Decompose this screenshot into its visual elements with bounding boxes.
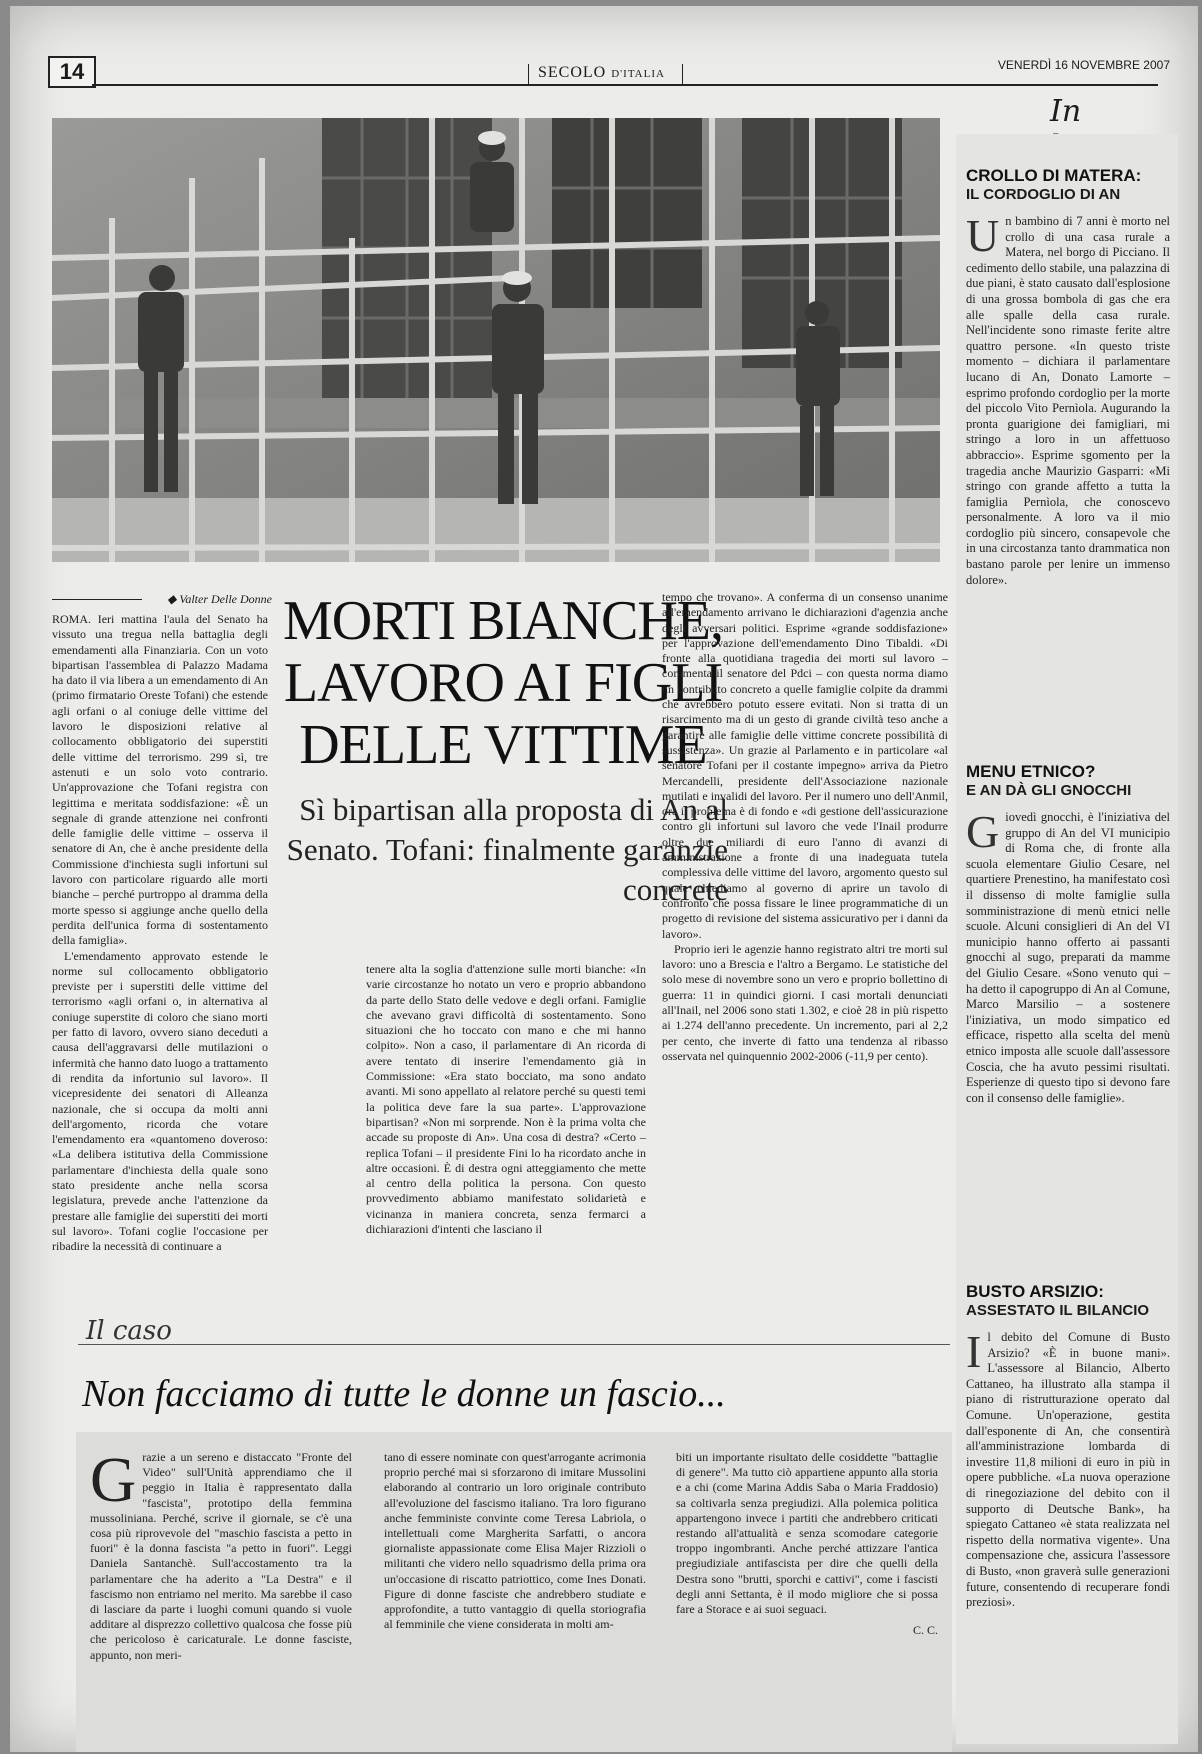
drop-cap: G	[90, 1444, 137, 1515]
article-paragraph: L'emendamento approvato estende le norme sul collocamento obbligatorio previste per i superstiti delle vittime del terrorismo «agli orfani o, in alternativa al coniuge superstite di coloro che siano morti per fatto di lavoro, ovvero siano deceduti a causa dell'aggravarsi delle mutilazioni o infermità che hanno dato luogo a trattamento di rendita da infortunio sul lavoro». Il vicepresidente dei senatori di Alleanza nazionale, che si occupa da molti anni dell'argomento, ricorda che votare l'emendamento era «quantomeno doveroso: «La delibera istitutiva della Commissione parlamentare d'inchiesta della quale sono stato presidente anche nella scorsa legislatura, prevede anche l'attenzione da prestare alle famiglie dei superstiti dei morti sul lavoro». Tofani coglie l'occasione per ribadire la necessità di continuare a	[52, 948, 268, 1254]
masthead-title: SECOLO	[538, 64, 607, 81]
article-paragraph: Proprio ieri le agenzie hanno registrato altri tre morti sul lavoro: uno a Brescia e l'altro a Bergamo. Le statistiche del solo mese di novembre sono un vero e proprio bollettino di guerra: 11 in quindici giorni. I casi mortali denunciati all'Inail, nel 2006 sono stati 1.302, e cioè 28 in più rispetto ai 1.274 dell'anno precedente. Un incremento, pari al 2,2 per cento, che inverte di fatto una tendenza al ribasso osservata nel quinquennio 2002-2006 (-11,9 per cento).	[662, 941, 948, 1063]
article-paragraph: tempo che trovano». A conferma di un consenso unanime all'emendamento arrivano le dichiarazioni d'agenzia anche degli avversari politici. Esprime «grande soddisfazione» per l'approvazione dell'emendamento Dino Tibaldi. «Di fronte alla quotidiana tragedia dei morti sul lavoro – commenta il senatore del Pdci – con questa norma diamo un contributo concreto a quelle famiglie colpite da drammi che avrebbero potuto essere evitati. Non si tratta di un risarcimento ma di un gesto di grande civiltà teso anche a garantire alle famiglie delle vittime concrete possibilità di sussistenza». Un grazie al Parlamento e in particolare «al senatore Tofani per il costante impegno» arriva da Pietro Mercandelli, presidente dell'Associazione nazionale mutilati e invalidi del lavoro. Per il numero uno dell'Anmil, ora il problema è di fondo e «di gestione dell'assicurazione contro gli infortuni sul lavoro che vede l'Inail produrre oltre due miliardi di euro l'anno di avanzi di amministrazione a fronte di una inadeguata tutela complessiva delle vittime del lavoro, argomento questo sul quale chiediamo al governo di aprire un tavolo di confronto che possa fissare le linee programmatiche di un progetto di revisione del sistema assicurativo per i danni da lavoro».	[662, 590, 948, 941]
masthead	[538, 64, 688, 82]
in-breve-title: In	[1050, 94, 1082, 129]
brief-subheading: E AN DÀ GLI GNOCCHI	[966, 782, 1132, 799]
headline	[278, 590, 728, 776]
brief-body: l debito del Comune di Busto Arsizio? «È in buone mani». L'assessore al Bilancio, Alberto Cattaneo, ha illustrato alla stampa il piano di ristrutturazione operato dal Comune. Un'operazione, gestita dall'esponente di An, che consentirà all'amministrazione lombarda di investire 11,8 milioni di euro in più in opere pubbliche. «La nuova operazione di rinegoziazione del debito con il supporto di Deutsche Bank», ha spiegato Cattaneo «è stata realizzata nel rispetto della normativa vigente». Una compensazione che, assicura l'assessore di Busto, «non graverà sulle generazioni future, consentendo di recuperare fondi preziosi».	[966, 1330, 1170, 1610]
page-number: 14	[48, 56, 96, 88]
header-divider	[528, 64, 529, 86]
brief-text	[966, 1326, 1170, 1611]
box-column	[676, 1450, 938, 1638]
box-title: Non facciamo di tutte le donne un fascio...	[82, 1373, 726, 1415]
kicker: Il caso	[86, 1316, 172, 1346]
article-photo	[52, 118, 940, 562]
signature: C. C.	[912, 1623, 938, 1638]
scaffolding-photo	[52, 118, 940, 562]
brief-text	[966, 210, 1170, 588]
box-column	[90, 1444, 352, 1663]
subheadline: Sì bipartisan alla proposta di An al Senato. Tofani: finalmente garanzie concrete	[286, 792, 728, 907]
byline: ◆ Valter Delle Donne	[167, 592, 272, 606]
headline-line: DELLE VITTIME	[299, 714, 707, 776]
header-rule	[92, 84, 1158, 86]
article-paragraph: ROMA. Ieri mattina l'aula del Senato ha vissuto una tregua nella battaglia degli emendamenti alla Finanziaria. Con un voto bipartisan l'assemblea di Palazzo Madama ha dato il via libera a un emendamento di An (primo firmatario Oreste Tofani) che estende agli orfani o al coniuge delle vittime del lavoro le disposizioni relative al collocamento obbligatorio dei superstiti delle vittime del terrorismo. 299 sì, tre astenuti e un solo voto contrario. Un'approvazione che Tofani registra con legittima e meritata soddisfazione: «È un segnale di grande attenzione nei confronti delle famiglie delle vittime – osserva il senatore di An, che è anche presidente della Commissione d'inchiesta sugli infortuni sul lavoro con particolare riguardo alle morti bianche – perché purtroppo al dramma della morte spesso si aggiunge anche quello della perdita dell'unica forma di sostentamento della famiglia».	[52, 612, 268, 948]
box-rule	[78, 1344, 950, 1345]
article-column: tenere alta la soglia d'attenzione sulle morti bianche: «In varie circostanze ho notato un vero e proprio abbandono da parte dello Stato delle vedove e degli orfani. Famiglie che avevano gravi difficoltà di sostentamento. Sono situazioni che ho toccato con mano e che mi hanno colpito». Non a caso, il parlamentare di An ricorda di avere tentato di inserire l'emendamento già in Commissione: «Era stato bocciato, ma sono andato avanti. Mi sono appellato al relatore perché su questi temi la politica deve fare la sua parte». L'approvazione bipartisan? «Non mi sorprende. Non è la prima volta che accade su proposte di An». Una cosa di destra? «Certo – replica Tofani – il presidente Fini lo ha ricordato anche in altre occasioni. È di destra ogni atteggiamento che mette al centro della politica la persona. Con questo provvedimento abbiamo manifestato solidarietà e vicinanza in maniera concreta, senza fermarci a dichiarazioni d'intenti che lasciano il	[366, 962, 646, 1237]
headline-line: MORTI BIANCHE,	[283, 590, 723, 652]
drop-cap: U	[966, 210, 1000, 261]
article-column	[662, 590, 948, 1064]
headline-line: LAVORO AI FIGLI	[283, 652, 723, 714]
brief-item	[966, 762, 1170, 1106]
brief-body: n bambino di 7 anni è morto nel crollo di una casa rurale a Matera, nel borgo di Picciano. Il cedimento dello stabile, una palazzina di due piani, è stato causato dall'esplosione di una grossa bombola di gas che era alle spalle della casa rurale. Nell'incidente sono rimaste ferite altre quattro persone. «In questo triste momento – dichiara il parlamentare lucano di An, Donato Lamorte – esprimo profondo cordoglio per la morte del piccolo Vito Pernìola. Augurando la pronta guarigione dei famigliari, mi stringo a loro in un affettuoso abbraccio». Esprime sgomento per la tragedia anche Maurizio Gasparri: «Mi stringo con grande affetto a tutta la famiglia Pernìola, che conoscevo personalmente. A loro va il mio cordoglio più sincero, consapevole che in una circostanza tanto drammatica non bastano parole per lenire un immenso dolore».	[966, 214, 1170, 587]
brief-subheading: IL CORDOGLIO DI AN	[966, 186, 1121, 203]
box-body: biti un importante risultato delle cosiddette "battaglie di genere". Ma tutto ciò appartiene appunto alla storia e a chi (come Marina Addis Saba o Maria Fraddosio) sa coltivarla senza pregiudizi. Alla polemica politica appartengono invece i partiti che andrebbero criticati restando all'attualità e senza scomodare categorie troppo ingombranti. Anche perché attizzare l'antica pregiudiziale antifascista per dire che quelli della Destra sono "brutti, sporchi e cattivi", come i fascisti degli anni Settanta, è il modo migliore che si possa fare a Storace e ai suoi seguaci.	[676, 1450, 938, 1617]
box-body: razie a un sereno e distaccato "Fronte del Video" sull'Unità apprendiamo che il peggio in Italia è rappresentato dalla "fascista", prototipo della femmina mussoliniana. Perché, scrive il giornale, se c'è una cosa più riprovevole del "maschio fascista a petto in fuori" è la donna fascista "a petto in fuori". Leggi Daniela Santanchè. Sull'accostamento tra la parlamentare che ha aderito a "La Destra" e il fascismo non entriamo nel merito. Ma sarebbe il caso di lasciare da parte i luoghi comuni quando si vuole additare al disprezzo collettivo qualcosa che fosse più che pericoloso è caricaturale. Le donne fasciste, appunto, non meri-	[90, 1450, 352, 1662]
brief-heading: MENU ETNICO?	[966, 762, 1096, 781]
issue-date: VENERDÌ 16 NOVEMBRE 2007	[997, 58, 1170, 72]
brief-body: iovedì gnocchi, è l'iniziativa del gruppo di An del VI municipio di Roma che, di fronte alla scuola elementare Giulio Cesare, nel quartiere Prenestino, ha manifestato così il dissenso di molte famiglie sulla somministrazione di menù etnici nelle scuole. Alcuni consiglieri di An del VI municipio hanno offerto ai passanti gnocchi al sugo, preparati da mamme del Giulio Cesare. «Sono venuto qui – ha detto il capogruppo di An al Comune, Marco Marsilio – a sostenere l'iniziativa, un modo simpatico ed efficace, rispetto alla scelta del menù etnico imposta alle scuole dall'assessore Coscia, che ha avuto pessimi risultati. Esperienze di questo tipo si devono fare con il consenso delle famiglie».	[966, 810, 1170, 1105]
drop-cap: I	[966, 1326, 982, 1377]
brief-text	[966, 806, 1170, 1106]
newspaper-page	[10, 6, 1198, 1752]
brief-heading: BUSTO ARSIZIO:	[966, 1282, 1104, 1301]
brief-item	[966, 1282, 1170, 1611]
box-column: tano di essere nominate con quest'arrogante acrimonia proprio perché mai si sforzarono di imitare Mussolini elaborando al contrario un loro originale contributo all'evoluzione del fascismo italiano. Tra loro figurano anche femministe convinte come Teresa Labriola, o intellettuali come Margherita Sarfatti, o ancora giornaliste appassionate come Elisa Majer Rizzioli o militanti che videro nello squadrismo della prima ora un'occasione di riscatto patriottico, come Ines Donati. Figure di donne fasciste che andrebbero studiate e approfondite, a tutto vantaggio di quella storiografia al femminile che viene considerata in molti am-	[384, 1450, 646, 1632]
brief-heading: CROLLO DI MATERA:	[966, 166, 1142, 185]
masthead-suffix: D'ITALIA	[611, 68, 665, 80]
drop-cap: G	[966, 806, 1000, 857]
brief-item	[966, 166, 1170, 588]
brief-subheading: ASSESTATO IL BILANCIO	[966, 1302, 1150, 1319]
author-name: Valter Delle Donne	[179, 592, 272, 606]
article-column	[52, 612, 268, 1254]
